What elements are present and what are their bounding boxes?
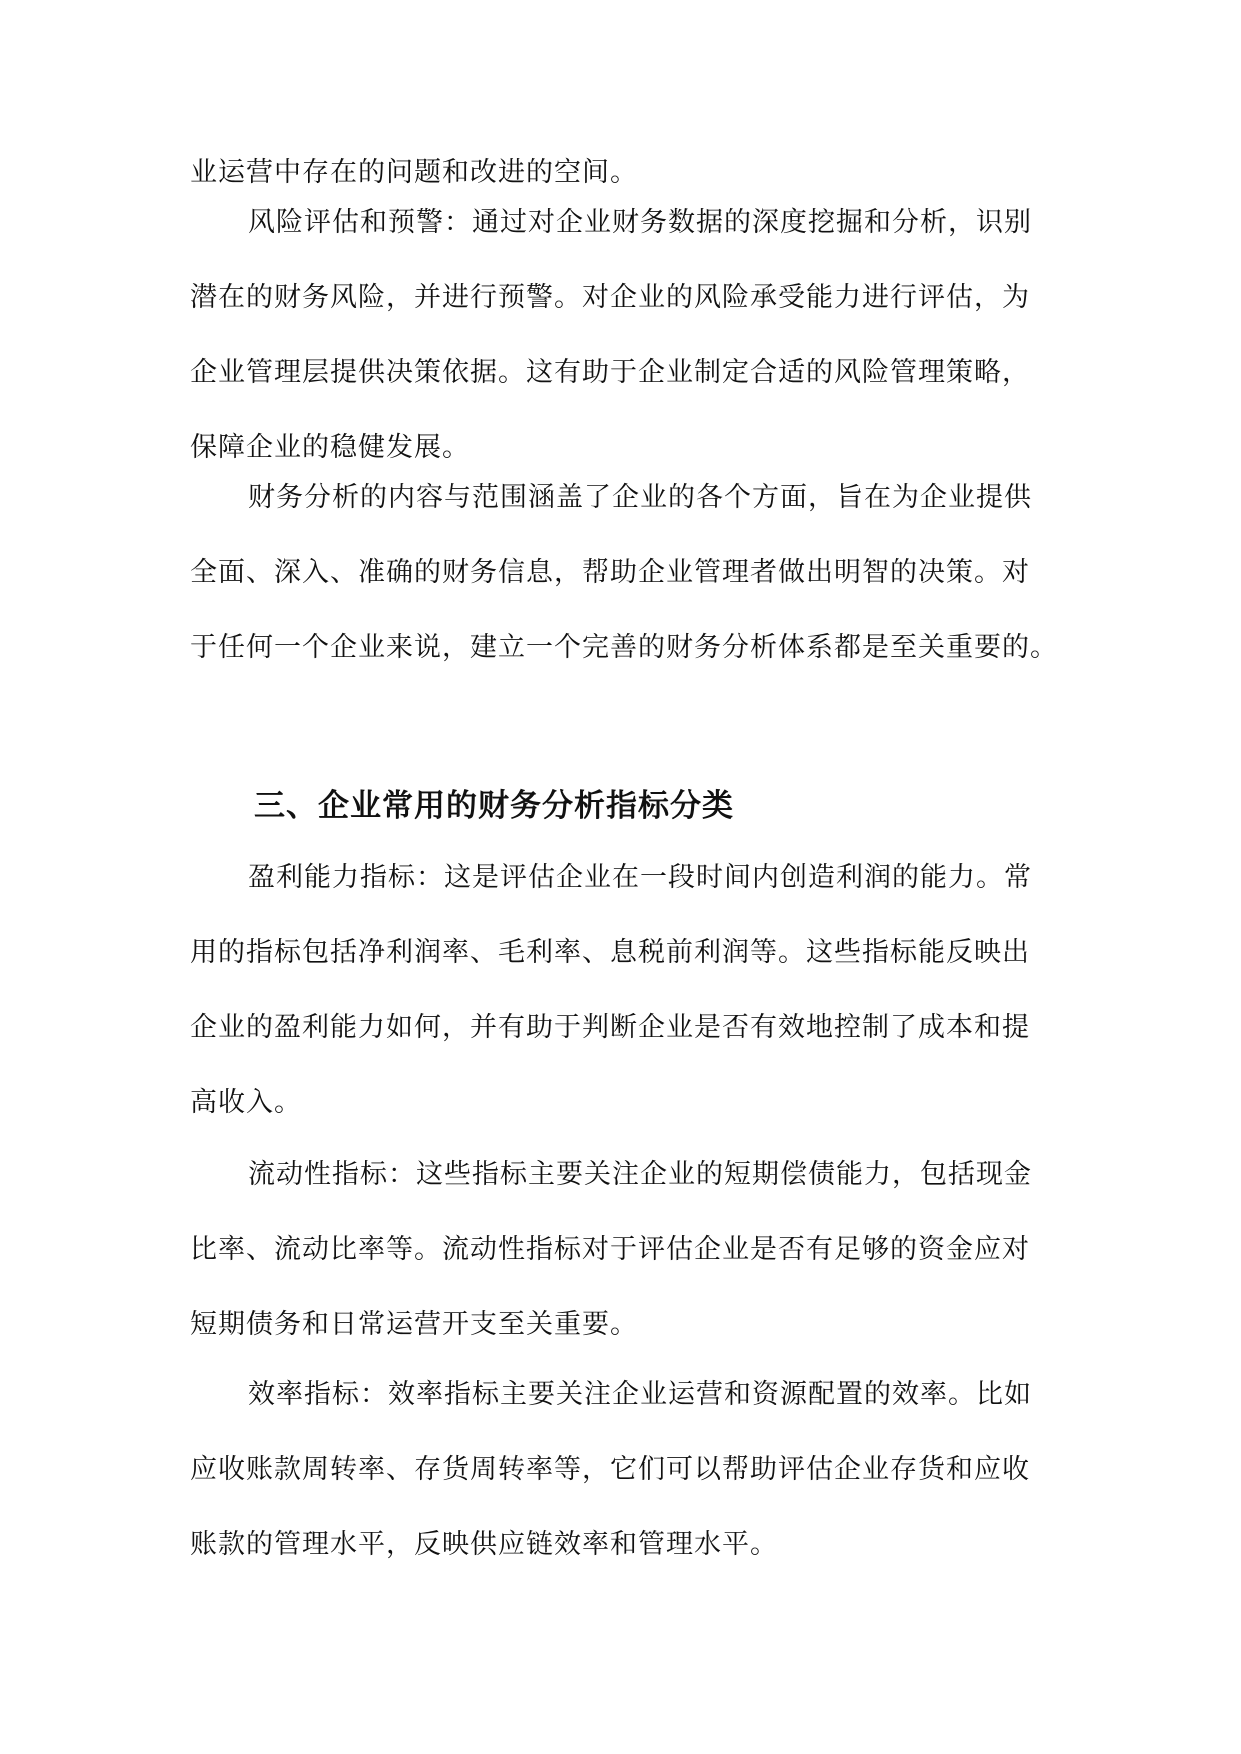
section-heading: 三、企业常用的财务分析指标分类 <box>254 788 734 824</box>
text-line: 企业的盈利能力如何，并有助于判断企业是否有效地控制了成本和提 <box>190 1012 1030 1043</box>
text-line: 盈利能力指标：这是评估企业在一段时间内创造利润的能力。常 <box>248 862 1032 893</box>
text-line: 用的指标包括净利润率、毛利率、息税前利润等。这些指标能反映出 <box>190 937 1030 968</box>
paragraph-scope-summary <box>190 460 1058 685</box>
text-line: 高收入。 <box>190 1087 302 1118</box>
text-line: 于任何一个企业来说，建立一个完善的财务分析体系都是至关重要的。 <box>190 632 1058 663</box>
text-line: 全面、深入、准确的财务信息，帮助企业管理者做出明智的决策。对 <box>190 557 1030 588</box>
paragraph-profitability <box>190 840 1050 1140</box>
text-line: 比率、流动比率等。流动性指标对于评估企业是否有足够的资金应对 <box>190 1234 1030 1265</box>
text-line: 应收账款周转率、存货周转率等，它们可以帮助评估企业存货和应收 <box>190 1454 1030 1485</box>
paragraph-efficiency <box>190 1357 1050 1582</box>
text-line: 风险评估和预警：通过对企业财务数据的深度挖掘和分析，识别 <box>248 207 1032 238</box>
text-line: 企业管理层提供决策依据。这有助于企业制定合适的风险管理策略， <box>190 357 1030 388</box>
text-line: 潜在的财务风险，并进行预警。对企业的风险承受能力进行评估，为 <box>190 282 1030 313</box>
text-line: 流动性指标：这些指标主要关注企业的短期偿债能力，包括现金 <box>248 1159 1032 1190</box>
text-line: 效率指标：效率指标主要关注企业运营和资源配置的效率。比如 <box>248 1379 1032 1410</box>
paragraph-risk-assessment <box>190 185 1050 485</box>
text-line: 业运营中存在的问题和改进的空间。 <box>190 157 638 188</box>
text-line: 财务分析的内容与范围涵盖了企业的各个方面，旨在为企业提供 <box>248 482 1032 513</box>
text-line: 账款的管理水平，反映供应链效率和管理水平。 <box>190 1529 778 1560</box>
text-line: 短期债务和日常运营开支至关重要。 <box>190 1309 638 1340</box>
paragraph-liquidity <box>190 1137 1050 1362</box>
text-line: 保障企业的稳健发展。 <box>190 432 470 463</box>
